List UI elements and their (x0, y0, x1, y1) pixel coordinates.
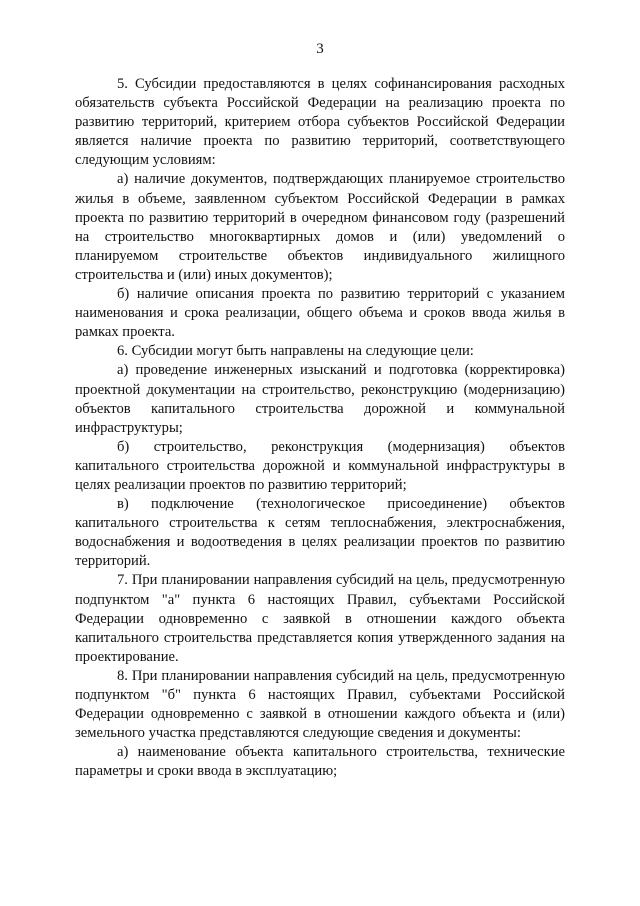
paragraph-8: 8. При планировании направления субсидий на цель, предусмотренную подпунктом "б" пункта 6 настоящих Правил, субъектами Российской Федерации одновременно с заявкой в отношении каждого объекта и (или) земельного участка представляются следующие сведения и документы: (75, 667, 565, 742)
document-body (75, 75, 565, 781)
paragraph-6a: а) проведение инженерных изысканий и подготовка (корректировка) проектной документации на строительство, реконструкцию (модернизацию) объектов капитального строительства дорожной и коммунальной инфраструктуры; (75, 362, 565, 436)
paragraph-6: 6. Субсидии могут быть направлены на следующие цели: (117, 343, 474, 360)
paragraph-5b: б) наличие описания проекта по развитию территорий с указанием наименования и срока реализации, общего объема и сроков ввода жилья в рамках проекта. (75, 286, 565, 341)
paragraph-5a: а) наличие документов, подтверждающих планируемое строительство жилья в объеме, заявленном субъектом Российской Федерации в рамках проекта по развитию территорий в очередном финансовом году (разрешений на строительство многоквартирных домов и (или) уведомлений о планируемом строительстве объектов индивидуального жилищного строительства и (или) иных документов); (75, 171, 565, 283)
paragraph-6b: б) строительство, реконструкция (модернизация) объектов капитального строительства дорожной и коммунальной инфраструктуры в целях реализации проектов по развитию территорий; (75, 438, 565, 493)
page-number: 3 (316, 41, 324, 57)
paragraph-5: 5. Субсидии предоставляются в целях софинансирования расходных обязательств субъекта Российской Федерации на реализацию проекта по развитию территорий, критерием отбора субъектов Российской Федерации является наличие проекта по развитию территорий, соответствующего следующим условиям: (75, 76, 565, 169)
paragraph-7: 7. При планировании направления субсидий на цель, предусмотренную подпунктом "а" пункта 6 настоящих Правил, субъектами Российской Федерации одновременно с заявкой в отношении каждого объекта капитального строительства представляется копия утвержденного задания на проектирование. (75, 572, 565, 665)
paragraph-6v: в) подключение (технологическое присоединение) объектов капитального строительства к сетям теплоснабжения, электроснабжения, водоснабжения и водоотведения в целях реализации проектов по развитию территорий. (75, 496, 565, 570)
paragraph-8a: а) наименование объекта капитального строительства, технические параметры и сроки ввода в эксплуатацию; (75, 744, 565, 780)
